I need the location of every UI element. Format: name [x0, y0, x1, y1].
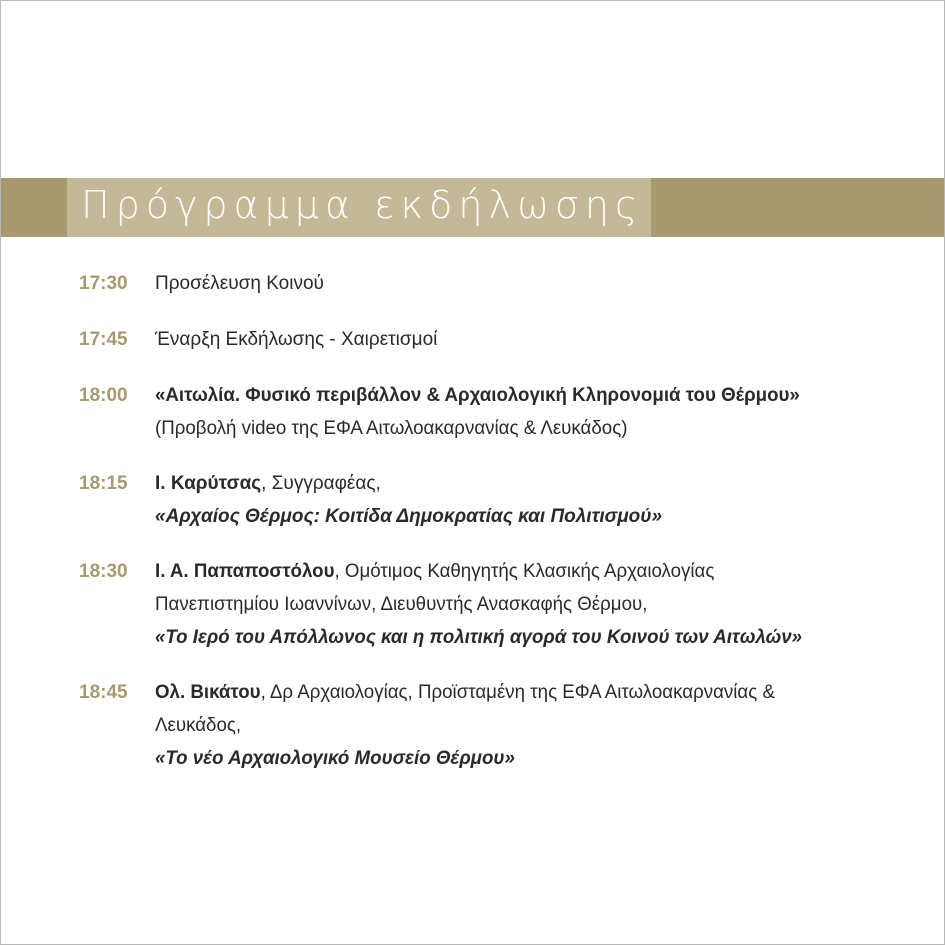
- speaker-role: , Ομότιμος Καθηγητής Κλασικής Αρχαιολογίας: [334, 561, 715, 582]
- title-band: [1, 178, 945, 237]
- speaker-line: [155, 676, 908, 709]
- schedule-item-1730: [79, 267, 919, 300]
- schedule-item-1800: [79, 379, 919, 445]
- schedule: [79, 267, 919, 775]
- schedule-item-1845: [79, 676, 919, 775]
- schedule-item-1830: [79, 555, 919, 654]
- speaker-line: [155, 555, 908, 588]
- speaker-role: , Συγγραφέας,: [261, 473, 381, 494]
- speaker-role: , Δρ Αρχαιολογίας, Προϊσταμένη της ΕΦΑ Αιτωλοακαρνανίας &: [260, 682, 775, 703]
- item-content: [155, 555, 908, 654]
- speaker-line: [155, 467, 919, 500]
- item-content: [155, 676, 908, 775]
- film-title: «Αιτωλία. Φυσικό περιβάλλον & Αρχαιολογική Κληρονομιά του Θέρμου»: [155, 385, 800, 406]
- item-time: 18:45: [79, 682, 128, 703]
- item-content: [155, 267, 919, 300]
- item-text: Έναρξη Εκδήλωσης - Χαιρετισμοί: [155, 329, 438, 350]
- item-time: 18:15: [79, 473, 128, 494]
- speaker-name: Ολ. Βικάτου: [155, 682, 261, 703]
- speaker-role-continued: Πανεπιστημίου Ιωαννίνων, Διευθυντής Ανασκαφής Θέρμου,: [155, 594, 648, 615]
- item-time: 17:30: [79, 273, 128, 294]
- film-note: (Προβολή video της ΕΦΑ Αιτωλοακαρνανίας & Λευκάδος): [155, 418, 628, 439]
- talk-title: «Το Ιερό του Απόλλωνος και η πολιτική αγορά του Κοινού των Αιτωλών»: [155, 627, 803, 648]
- item-time: 18:30: [79, 561, 128, 582]
- speaker-role-continued: Λευκάδος,: [155, 715, 242, 736]
- talk-title: «Το νέο Αρχαιολογικό Μουσείο Θέρμου»: [155, 748, 515, 769]
- item-text: Προσέλευση Κοινού: [155, 273, 324, 294]
- title-box: [67, 178, 651, 237]
- item-content: [155, 379, 908, 445]
- speaker-name: Ι. Καρύτσας: [155, 473, 262, 494]
- schedule-item-1815: [79, 467, 919, 533]
- schedule-item-1745: [79, 323, 919, 356]
- item-content: [155, 467, 919, 533]
- item-time: 17:45: [79, 329, 128, 350]
- page-title: Πρόγραμμα εκδήλωσης: [81, 183, 644, 227]
- speaker-name: Ι. Α. Παπαποστόλου: [155, 561, 335, 582]
- item-content: [155, 323, 919, 356]
- talk-title: «Αρχαίος Θέρμος: Κοιτίδα Δημοκρατίας και Πολιτισμού»: [155, 506, 663, 527]
- item-time: 18:00: [79, 385, 128, 406]
